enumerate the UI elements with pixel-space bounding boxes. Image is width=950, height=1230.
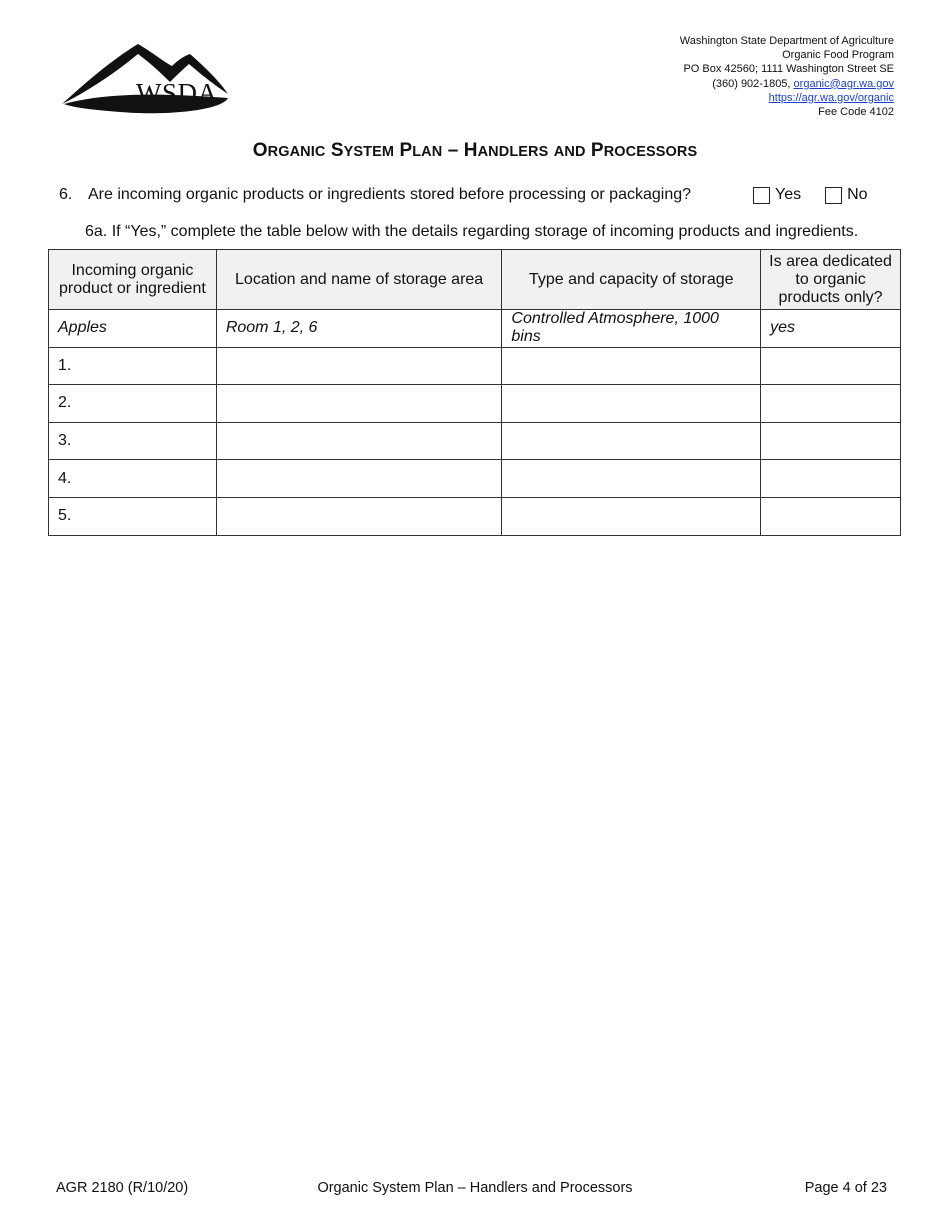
- location-cell[interactable]: [216, 385, 502, 423]
- yes-checkbox[interactable]: [753, 187, 770, 204]
- page-title: ORGANIC SYSTEM PLAN – HANDLERS AND PROCESSORS: [252, 140, 698, 161]
- type-cell[interactable]: [502, 497, 761, 535]
- question-6a: 6a. If “Yes,” complete the table below with the details regarding storage of incoming products and ingredients.: [85, 223, 859, 240]
- type-cell[interactable]: [502, 422, 761, 460]
- website-link[interactable]: https://agr.wa.gov/organic: [768, 91, 894, 104]
- storage-table: [48, 249, 901, 536]
- location-cell[interactable]: [216, 460, 502, 498]
- table-row: [49, 497, 901, 535]
- header-storage-location: Location and name of storage area: [216, 250, 502, 310]
- table-row: [49, 422, 901, 460]
- yes-label: Yes: [775, 186, 802, 203]
- dedicated-cell[interactable]: [761, 422, 901, 460]
- product-cell[interactable]: 1.: [49, 347, 217, 385]
- email-link[interactable]: organic@agr.wa.gov: [793, 77, 894, 90]
- example-product: Apples: [49, 310, 217, 348]
- question-6-options: [753, 186, 868, 204]
- dedicated-cell[interactable]: [761, 460, 901, 498]
- agency-contact-block: [680, 34, 894, 119]
- header-incoming-product: Incoming organic product or ingredient: [49, 250, 217, 310]
- example-location: Room 1, 2, 6: [216, 310, 502, 348]
- phone-number: (360) 902-1805,: [712, 77, 794, 90]
- form-id: AGR 2180 (R/10/20): [56, 1180, 189, 1196]
- contact-line: [680, 77, 894, 91]
- logo-text: WSDA: [136, 78, 218, 108]
- header-dedicated-organic: Is area dedicated to organic products only?: [761, 250, 901, 310]
- no-label: No: [847, 186, 868, 203]
- fee-code: Fee Code 4102: [818, 106, 894, 119]
- product-cell[interactable]: 4.: [49, 460, 217, 498]
- footer-title: Organic System Plan – Handlers and Processors: [317, 1180, 633, 1196]
- agency-name: Washington State Department of Agriculture: [679, 35, 894, 47]
- type-cell[interactable]: [502, 460, 761, 498]
- table-header-row: [49, 250, 901, 310]
- question-number: 6.: [59, 186, 73, 203]
- example-dedicated: yes: [761, 310, 901, 348]
- product-cell[interactable]: 2.: [49, 385, 217, 423]
- type-cell[interactable]: [502, 347, 761, 385]
- table-row: [49, 460, 901, 498]
- location-cell[interactable]: [216, 347, 502, 385]
- question-6: [59, 186, 691, 204]
- wsda-logo: [60, 38, 232, 114]
- location-cell[interactable]: [216, 497, 502, 535]
- header-storage-type: Type and capacity of storage: [502, 250, 761, 310]
- mailing-address: PO Box 42560; 1111 Washington Street SE: [683, 63, 894, 76]
- table-row: [49, 385, 901, 423]
- type-cell[interactable]: [502, 385, 761, 423]
- question-text: Are incoming organic products or ingredients stored before processing or packaging?: [88, 186, 692, 203]
- product-cell[interactable]: 5.: [49, 497, 217, 535]
- page-number: Page 4 of 23: [804, 1180, 887, 1196]
- example-type: Controlled Atmosphere, 1000 bins: [502, 310, 761, 348]
- product-cell[interactable]: 3.: [49, 422, 217, 460]
- dedicated-cell[interactable]: [761, 497, 901, 535]
- dedicated-cell[interactable]: [761, 385, 901, 423]
- location-cell[interactable]: [216, 422, 502, 460]
- no-checkbox[interactable]: [825, 187, 842, 204]
- dedicated-cell[interactable]: [761, 347, 901, 385]
- table-row: [49, 347, 901, 385]
- program-name: Organic Food Program: [782, 49, 894, 62]
- example-row: [49, 310, 901, 348]
